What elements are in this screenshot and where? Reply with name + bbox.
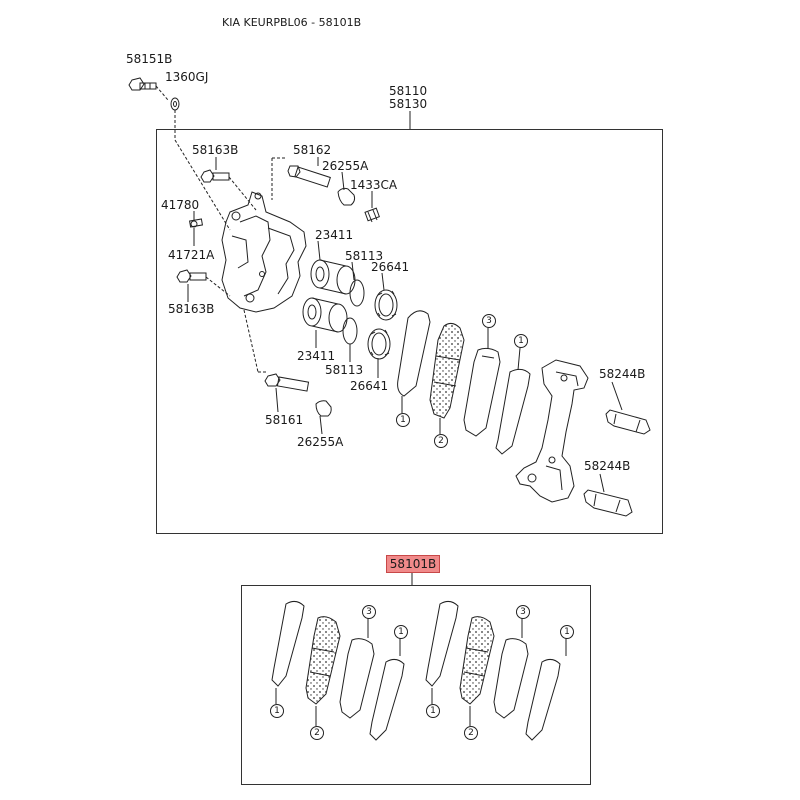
- callout-left-2: 2: [310, 726, 324, 740]
- highlighted-part-label-58101b[interactable]: 58101B: [386, 555, 440, 573]
- part-label-1360gj[interactable]: 1360GJ: [165, 70, 209, 84]
- callout-right-1-bottom: 1: [426, 704, 440, 718]
- part-label-26641-top[interactable]: 26641: [371, 260, 410, 274]
- part-label-58151b[interactable]: 58151B: [126, 52, 173, 66]
- callout-1-shim-left: 1: [396, 413, 410, 427]
- part-label-1433ca[interactable]: 1433CA: [350, 178, 398, 192]
- callout-right-2: 2: [464, 726, 478, 740]
- bolt-58151b-drawing: [129, 78, 156, 90]
- page-title: KIA KEURPBL06 - 58101B: [222, 16, 362, 29]
- callout-right-3: 3: [516, 605, 530, 619]
- part-label-23411-bottom[interactable]: 23411: [297, 349, 336, 363]
- callout-left-1-bottom: 1: [270, 704, 284, 718]
- part-label-58163b-bottom[interactable]: 58163B: [168, 302, 215, 316]
- part-label-58163b-top[interactable]: 58163B: [192, 143, 239, 157]
- part-label-26255a-bottom[interactable]: 26255A: [297, 435, 344, 449]
- part-label-41780[interactable]: 41780: [161, 198, 200, 212]
- callout-left-1-top: 1: [394, 625, 408, 639]
- callout-1-shim-right: 1: [514, 334, 528, 348]
- part-label-41721a[interactable]: 41721A: [168, 248, 215, 262]
- part-label-58110[interactable]: 58110: [389, 84, 428, 98]
- part-label-58113-bottom[interactable]: 58113: [325, 363, 364, 377]
- callout-right-1-top: 1: [560, 625, 574, 639]
- part-label-58113-top[interactable]: 58113: [345, 249, 384, 263]
- callout-2-pad: 2: [434, 434, 448, 448]
- callout-left-3: 3: [362, 605, 376, 619]
- part-label-26255a-top[interactable]: 26255A: [322, 159, 369, 173]
- callout-3-pad: 3: [482, 314, 496, 328]
- part-label-26641-bottom[interactable]: 26641: [350, 379, 389, 393]
- caliper-assembly-frame: [156, 129, 663, 534]
- part-label-58244b-bottom[interactable]: 58244B: [584, 459, 631, 473]
- part-label-58244b-top[interactable]: 58244B: [599, 367, 646, 381]
- part-label-58161[interactable]: 58161: [265, 413, 304, 427]
- part-label-58130[interactable]: 58130: [389, 97, 428, 111]
- pad-kit-frame: [241, 585, 591, 785]
- part-label-58162[interactable]: 58162: [293, 143, 332, 157]
- part-label-23411-top[interactable]: 23411: [315, 228, 354, 242]
